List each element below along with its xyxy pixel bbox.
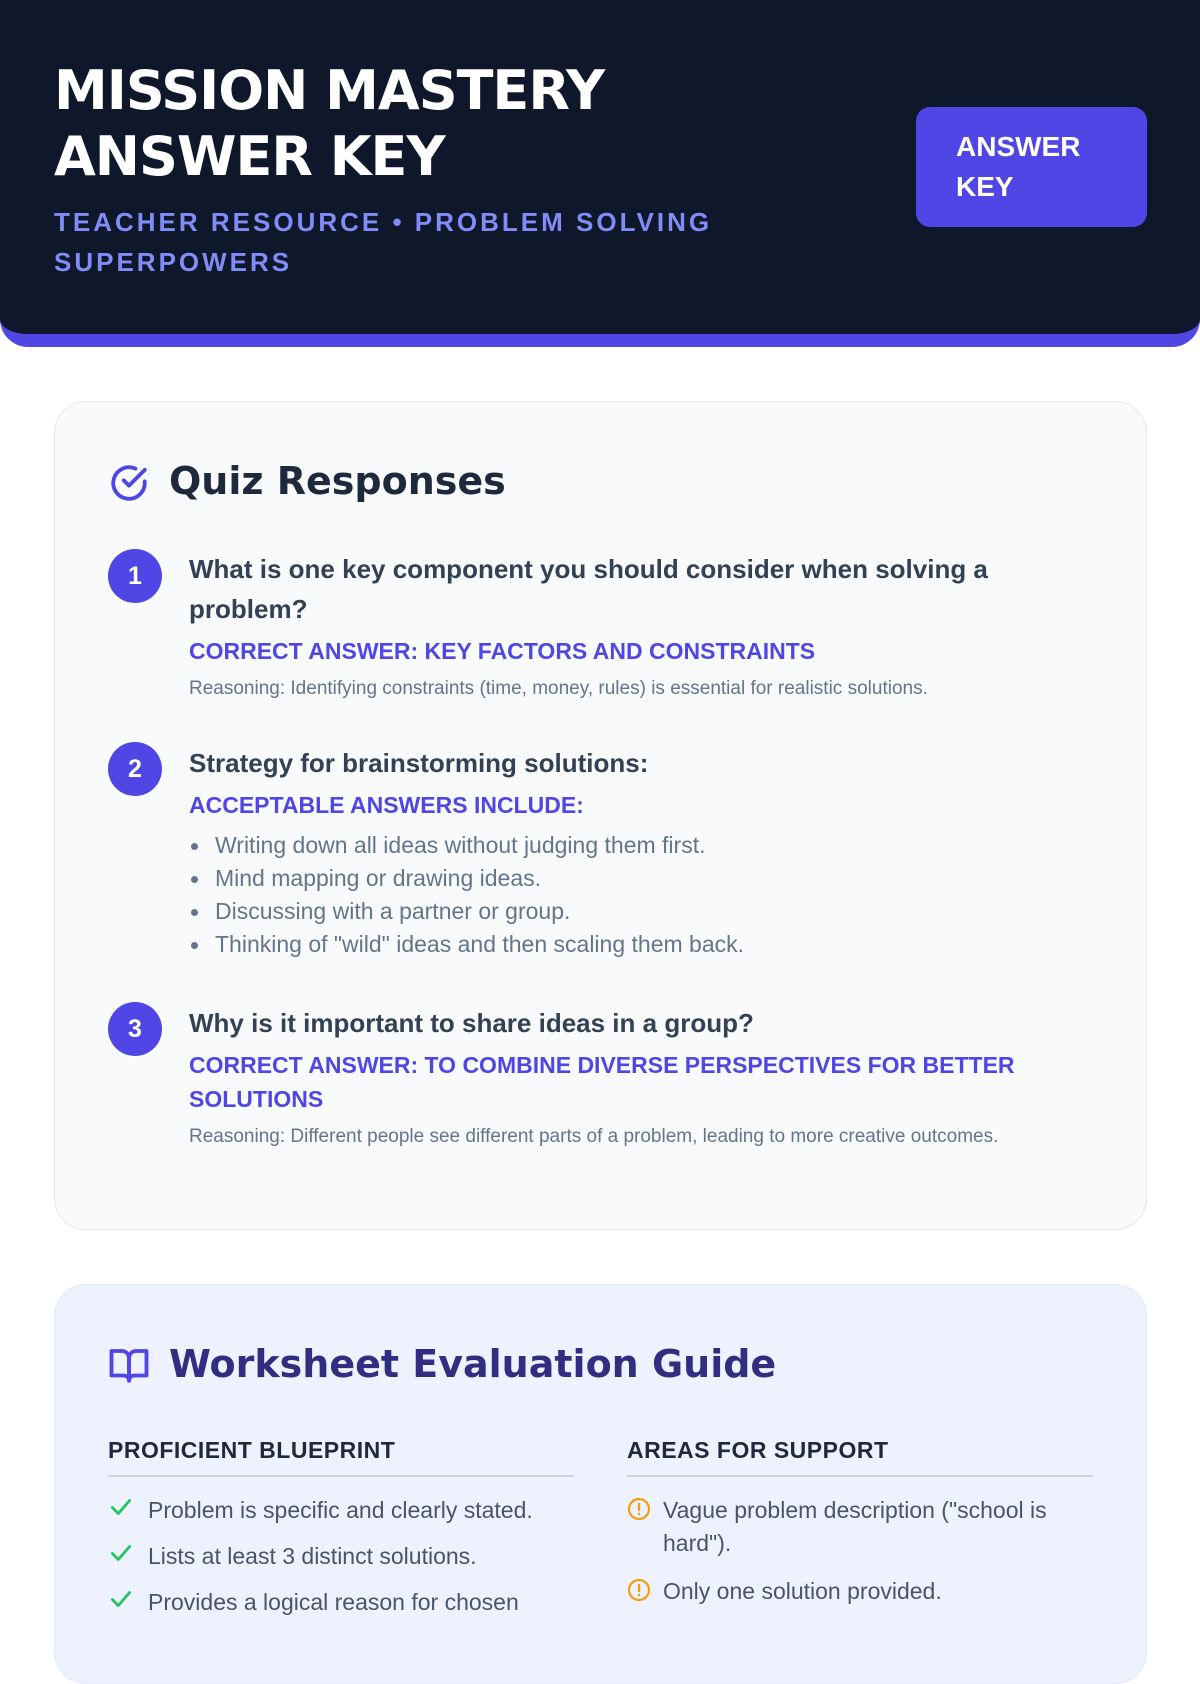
proficient-item-text: Problem is specific and clearly stated. bbox=[148, 1497, 533, 1523]
list-item: Writing down all ideas without judging them first. bbox=[189, 829, 1049, 862]
question-3-text: Why is it important to share ideas in a group? bbox=[189, 1008, 754, 1038]
answer-key-badge: ANSWER KEY bbox=[916, 107, 1147, 227]
support-item bbox=[627, 1494, 1087, 1560]
question-3-answer: CORRECT ANSWER: TO COMBINE DIVERSE PERSPECTIVES FOR BETTER SOLUTIONS bbox=[189, 1052, 1015, 1112]
list-item: Thinking of "wild" ideas and then scaling them back. bbox=[189, 928, 1049, 961]
proficient-item-text: Provides a logical reason for chosen bbox=[148, 1589, 519, 1615]
support-item bbox=[627, 1575, 1087, 1608]
question-1-answer: CORRECT ANSWER: KEY FACTORS AND CONSTRAINTS bbox=[189, 638, 816, 664]
check-icon bbox=[108, 1586, 134, 1612]
alert-circle-icon bbox=[627, 1578, 651, 1602]
list-item: Discussing with a partner or group. bbox=[189, 895, 1049, 928]
support-heading: AREAS FOR SUPPORT bbox=[627, 1435, 1093, 1477]
question-2-answer: ACCEPTABLE ANSWERS INCLUDE: bbox=[189, 792, 584, 818]
question-2-text: Strategy for brainstorming solutions: bbox=[189, 748, 649, 778]
support-item-text: Vague problem description ("school is hard"). bbox=[663, 1497, 1047, 1556]
open-book-icon bbox=[108, 1344, 150, 1386]
page-header bbox=[0, 0, 1200, 347]
evaluation-section-title: Worksheet Evaluation Guide bbox=[169, 1342, 777, 1386]
check-circle-icon bbox=[108, 462, 150, 504]
question-1-reasoning: Reasoning: Identifying constraints (time, money, rules) is essential for realistic solutions. bbox=[189, 678, 928, 699]
proficient-item bbox=[108, 1540, 578, 1573]
check-icon bbox=[108, 1494, 134, 1520]
question-3-reasoning: Reasoning: Different people see different parts of a problem, leading to more creative outcomes. bbox=[189, 1126, 999, 1147]
question-2-answer-list bbox=[189, 829, 1049, 961]
alert-circle-icon bbox=[627, 1497, 651, 1521]
question-1-text: What is one key component you should consider when solving a problem? bbox=[189, 554, 988, 624]
proficient-item bbox=[108, 1494, 578, 1527]
proficient-item-text: Lists at least 3 distinct solutions. bbox=[148, 1543, 477, 1569]
question-number-2: 2 bbox=[108, 742, 162, 796]
title-line-1: MISSION MASTERY bbox=[54, 59, 605, 122]
question-number-1: 1 bbox=[108, 549, 162, 603]
list-item: Mind mapping or drawing ideas. bbox=[189, 862, 1049, 895]
title-line-2: ANSWER KEY bbox=[54, 125, 445, 188]
check-icon bbox=[108, 1540, 134, 1566]
question-number-3: 3 bbox=[108, 1002, 162, 1056]
page-subtitle: TEACHER RESOURCE • PROBLEM SOLVING SUPERPOWERS bbox=[54, 207, 713, 277]
proficient-heading: PROFICIENT BLUEPRINT bbox=[108, 1435, 574, 1477]
support-item-text: Only one solution provided. bbox=[663, 1578, 942, 1604]
proficient-item bbox=[108, 1586, 578, 1619]
page-title bbox=[54, 58, 774, 190]
quiz-section-title: Quiz Responses bbox=[169, 459, 506, 503]
